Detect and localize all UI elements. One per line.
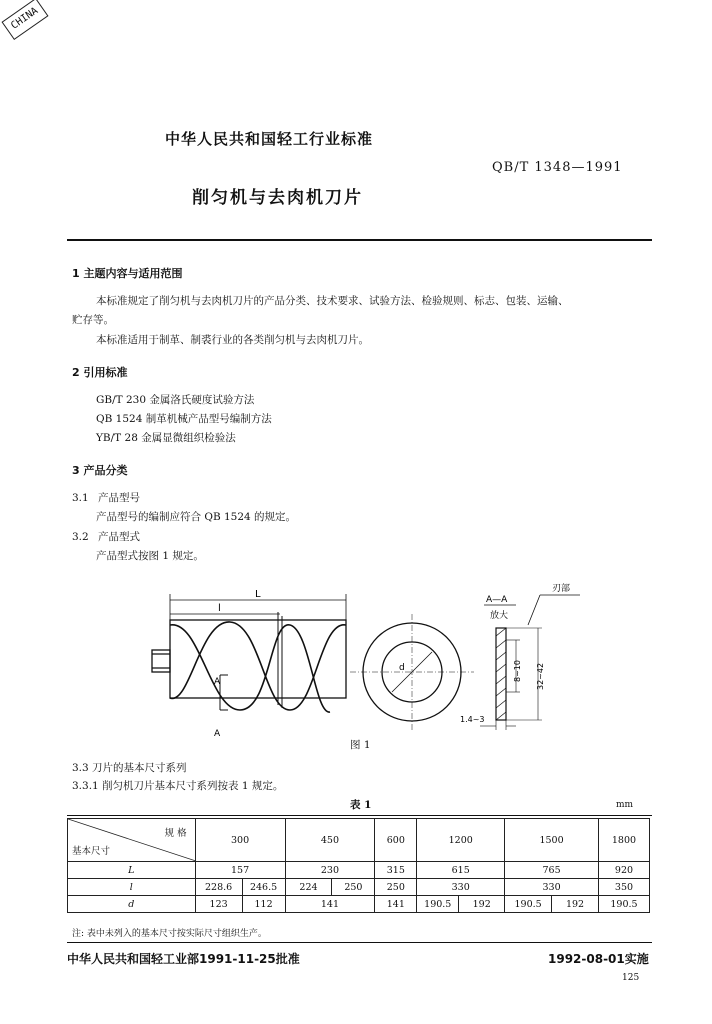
blade-end-view: [350, 614, 474, 730]
table-cell: 250: [375, 879, 417, 896]
approval-line: 中华人民共和国轻工业部1991-11-25批准: [67, 952, 300, 966]
section-3-1-text: 产品型号的编制应符合 QB 1524 的规定。: [96, 511, 297, 523]
section-2-title: 2 引用标准: [72, 366, 128, 379]
table-cell: 190.5: [417, 896, 459, 913]
table-cell: 228.6: [195, 879, 242, 896]
dimension-32-42-label: 32~42: [536, 662, 545, 690]
section-3-2-text: 产品型式按图 1 规定。: [96, 550, 204, 562]
enlarged-label: 放大: [490, 611, 509, 621]
dimension-l-label: l: [218, 603, 221, 614]
table-row-L: [68, 862, 650, 879]
table-cell: 315: [375, 862, 417, 879]
table-cell: 330: [505, 879, 599, 896]
table-cell: 615: [417, 862, 505, 879]
table-cell: 141: [285, 896, 375, 913]
edge-callout-label: 刃部: [552, 584, 571, 594]
table-header-row: [68, 819, 650, 862]
section-3-title: 3 产品分类: [72, 464, 128, 477]
table-cell: 190.5: [505, 896, 552, 913]
spec-cell: 1800: [598, 819, 649, 862]
section-3-2-title: 产品型式: [98, 531, 140, 543]
table-cell: 141: [375, 896, 417, 913]
base-size-header-label: 基本尺寸: [72, 846, 111, 857]
document-title: 削匀机与去肉机刀片: [192, 188, 363, 208]
table-cell: 112: [242, 896, 285, 913]
section-1-title: 1 主题内容与适用范围: [72, 267, 183, 280]
table-cell: 330: [417, 879, 505, 896]
spec-cell: 1200: [417, 819, 505, 862]
table-cell: 246.5: [242, 879, 285, 896]
table-note: 注: 表中未列入的基本尺寸按实际尺寸组织生产。: [72, 929, 267, 939]
diameter-d-label: d: [399, 663, 405, 673]
table-corner-cell: [68, 819, 196, 862]
section-marker-A-top: A: [214, 677, 221, 687]
spec-header-label: 规 格: [164, 828, 187, 839]
reference-item: YB/T 28 金属显微组织检验法: [96, 432, 236, 444]
row-label: L: [68, 862, 196, 879]
section-3-3-title: 3.3 刀片的基本尺寸系列: [72, 762, 187, 774]
section-3-3-1-text: 3.3.1 削匀机刀片基本尺寸系列按表 1 规定。: [72, 780, 284, 792]
row-label: d: [68, 896, 196, 913]
section-3-1-heading: [72, 489, 140, 507]
spec-cell: 450: [285, 819, 375, 862]
table-1-unit: mm: [616, 800, 634, 810]
section-3-2-heading: [72, 528, 140, 546]
table-cell: 350: [598, 879, 649, 896]
spec-cell: 600: [375, 819, 417, 862]
section-3-2-number: 3.2: [72, 531, 89, 543]
table-cell: 192: [459, 896, 505, 913]
table-cell: 230: [285, 862, 375, 879]
spec-cell: 300: [195, 819, 285, 862]
figure-1-drawing: [140, 580, 600, 740]
title-divider: [67, 239, 652, 241]
row-label: l: [68, 879, 196, 896]
dimension-1-4-3-label: 1.4~3: [460, 715, 485, 724]
page-number: 125: [622, 973, 640, 983]
reference-item: QB 1524 制革机械产品型号编制方法: [96, 413, 272, 425]
section-3-1-number: 3.1: [72, 492, 89, 504]
standard-organization: 中华人民共和国轻工行业标准: [165, 130, 374, 148]
china-stamp: CHINA: [1, 0, 48, 40]
table-cell: 192: [552, 896, 599, 913]
dimension-8-10-label: 8~10: [513, 660, 522, 682]
table-cell: 224: [285, 879, 332, 896]
blade-side-view: [152, 594, 346, 712]
section-1-paragraph-1-cont: 贮存等。: [72, 314, 114, 326]
table-1-title: 表 1: [350, 799, 372, 811]
section-1-paragraph-2: 本标准适用于制革、制裘行业的各类削匀机与去肉机刀片。: [96, 334, 369, 346]
reference-item: GB/T 230 金属洛氏硬度试验方法: [96, 394, 255, 406]
footer-rule: [67, 942, 652, 943]
figure-1-caption: 图 1: [350, 739, 371, 751]
section-3-1-title: 产品型号: [98, 492, 140, 504]
implementation-date: 1992-08-01实施: [548, 952, 649, 966]
table-1: [67, 818, 650, 913]
table-cell: 920: [598, 862, 649, 879]
dimension-L-label: L: [255, 589, 261, 600]
spec-cell: 1500: [505, 819, 599, 862]
table-cell: 250: [332, 879, 375, 896]
standard-code: QB/T 1348—1991: [492, 160, 623, 175]
section-A-A-label: A—A: [486, 595, 508, 605]
table-cell: 190.5: [598, 896, 649, 913]
table-top-rule: [67, 815, 652, 816]
table-cell: 765: [505, 862, 599, 879]
table-cell: 157: [195, 862, 285, 879]
table-row-d: [68, 896, 650, 913]
table-cell: 123: [195, 896, 242, 913]
section-marker-A-bottom: A: [214, 729, 221, 739]
section-1-paragraph-1: 本标准规定了削匀机与去肉机刀片的产品分类、技术要求、试验方法、检验规则、标志、包装、运输、: [96, 295, 569, 307]
table-row-l: [68, 879, 650, 896]
